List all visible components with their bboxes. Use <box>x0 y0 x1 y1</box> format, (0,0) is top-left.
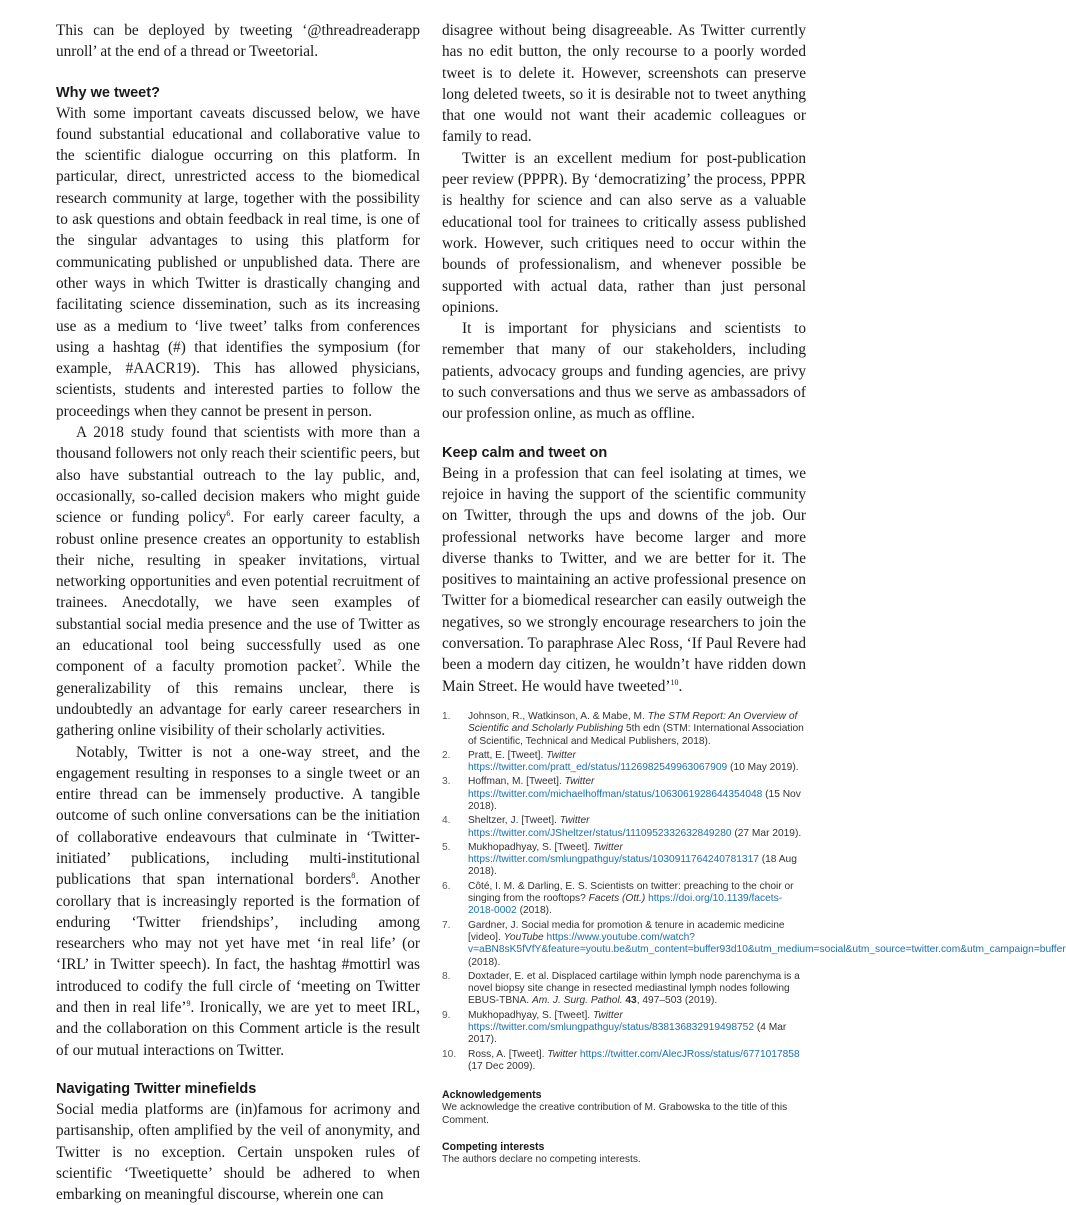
reference-source: Am. J. Surg. Pathol. <box>531 995 623 1007</box>
right-column <box>442 20 1066 1166</box>
reference-authors: Sheltzer, J. [Tweet]. <box>468 815 560 827</box>
reference-number: 6. <box>442 880 451 892</box>
text-run: . Another corollary that is increasingly reported is the formation of enduring ‘Twitter friendships’, including among researchers who may not yet have met ‘in real life’ (or ‘IRL’ in Twitter speech). In fact, the hashtag #mottirl was introduced to codify the full circle of ‘meeting on Twitter and then in real life’ <box>56 871 420 1017</box>
reference-number: 8. <box>442 970 451 982</box>
reference-source: Twitter <box>592 841 623 853</box>
reference-link[interactable]: https://twitter.com/michaelhoffman/status/1063061928644354048 <box>468 788 763 800</box>
reference-details: (17 Dec 2009). <box>468 1060 536 1072</box>
reference-link[interactable]: https://twitter.com/JSheltzer/status/1110952332632849280 <box>468 827 732 839</box>
reference-authors: Pratt, E. [Tweet]. <box>468 749 547 761</box>
text-run: . For early career faculty, a robust online presence creates an opportunity to establish their niche, resulting in speaker invitations, virtual networking opportunities and even potential recruitment of trainees. Anecdotally, we have seen examples of substantial social media presence and the use of Twitter as an educational tool being successfully used as one component of a faculty promotion packet <box>56 509 420 676</box>
reference-link[interactable]: https://twitter.com/smlungpathguy/status/838136832919498752 <box>468 1022 755 1034</box>
reference-number: 9. <box>442 1009 451 1021</box>
reference-authors: Ross, A. [Tweet]. <box>468 1048 548 1060</box>
competing-interests-text: The authors declare no competing interests. <box>442 1153 641 1165</box>
reference-details: (10 May 2019). <box>727 762 799 774</box>
reference-link[interactable]: https://doi.org/10.1139/facets-2018-0002 <box>468 893 783 917</box>
reference-source: Twitter <box>592 1009 623 1021</box>
reference-details: (2018). <box>516 905 552 917</box>
reference-number: 3. <box>442 776 451 788</box>
paragraph-why-2 <box>56 422 420 741</box>
acknowledgements-heading: Acknowledgements <box>442 1089 542 1102</box>
reference-source: Twitter <box>546 749 576 761</box>
reference-details: (15 Nov 2018). <box>468 788 801 812</box>
reference-item <box>442 750 806 775</box>
citation-sup: 6 <box>226 509 231 519</box>
text-run: . Ironically, we are yet to meet IRL, and the collaboration on this Comment article is the result of our mutual interactions on Twitter. <box>56 999 420 1059</box>
reference-authors: Gardner, J. Social media for promotion & tenure in academic medicine [video]. <box>468 919 785 943</box>
text-run: Being in a profession that can feel isolating at times, we rejoice in having the support of the scientific community on Twitter, through the ups and downs of the job. Our professional networks have become larger and more diverse thanks to Twitter, and we are better for it. The positives to maintaining an active professional presence on Twitter for a biomedical researcher can easily outweigh the negatives, so we strongly encourage researchers to join the conversation. To paraphrase Alec Ross, ‘If Paul Revere had been a modern day citizen, he wouldn’t have ridden down Main Street. He would have tweeted’ <box>442 464 806 695</box>
reference-number: 2. <box>442 749 451 761</box>
reference-item <box>442 776 806 813</box>
reference-source: Twitter <box>559 815 590 827</box>
text-run: . <box>678 677 683 695</box>
reference-authors: Mukhopadhyay, S. [Tweet]. <box>468 841 593 853</box>
text-run: Notably, Twitter is not a one-way street, and the engagement resulting in responses to a single tweet or an entire thread can be immensely productive. A tangible outcome of such online conversations can be the initiation of collaborative endeavours that culminate in ‘Twitter-initiated’ publications, including multi-institutional publications that span international borders <box>56 743 420 889</box>
paragraph-pppr: Twitter is an excellent medium for post-publication peer review (PPPR). By ‘democratizing’ the process, PPPR is healthy for science and can also serve as a valuable educational tool for trainees to critically assess published work. However, such critiques need to occur within the bounds of professionalism, and whenever possible be supported with actual data, rather than just personal opinions. <box>442 149 806 316</box>
reference-item <box>442 815 806 840</box>
paragraph-why-1: With some important caveats discussed below, we have found substantial educational and collaborative value to the scientific dialogue occurring on this platform. In particular, direct, unrestricted access to the biomedical research community at large, together with the possibility to ask questions and obtain feedback in real time, is one of the singular advantages to using this platform for communicating published or unpublished data. There are other ways in which Twitter is drastically changing and facilitating science dissemination, such as its increasing use as a medium to ‘live tweet’ talks from conferences using a hashtag (#) that identifies the symposium (for example, #AACR19). This has allowed physicians, scientists, students and interested parties to follow the proceedings when they cannot be present in person. <box>56 104 420 420</box>
citation-sup: 10 <box>670 677 679 687</box>
right-body <box>442 20 806 697</box>
paragraph-why-3 <box>56 742 420 1061</box>
reference-details: (2018). <box>468 956 501 968</box>
reference-link[interactable]: https://twitter.com/AlecJRoss/status/6771017858 <box>577 1048 800 1060</box>
reference-details: 5th edn (STM: International Association of Scientific, Technical and Medical Publishers, 2018). <box>468 723 804 747</box>
reference-authors: Johnson, R., Watkinson, A. & Mabe, M. <box>468 710 648 722</box>
reference-list <box>442 710 1066 1073</box>
reference-link[interactable]: https://twitter.com/pratt_ed/status/1126982549963067909 <box>468 762 728 774</box>
heading-keep-calm: Keep calm and tweet on <box>442 444 608 461</box>
left-column <box>56 20 420 1205</box>
heading-why-we-tweet: Why we tweet? <box>56 84 160 101</box>
reference-source: Facets (Ott.) <box>588 893 646 905</box>
text-run: . While the generalizability of this remains unclear, there is undoubtedly an advantage for early career researchers in gathering online visibility of their scholarly activities. <box>56 658 420 740</box>
citation-sup: 8 <box>351 871 356 881</box>
reference-source: Twitter <box>547 1048 578 1060</box>
citation-sup: 9 <box>186 998 191 1008</box>
reference-authors: Côté, I. M. & Darling, E. S. Scientists on twitter: preaching to the choir or singing from the rooftops? <box>468 880 794 905</box>
reference-item <box>442 1010 806 1047</box>
reference-details: , 497–503 (2019). <box>636 995 718 1007</box>
competing-interests-heading: Competing interests <box>442 1140 545 1153</box>
reference-number: 4. <box>442 815 451 827</box>
reference-details: (18 Aug 2018). <box>468 854 797 878</box>
reference-volume: 43 <box>622 995 637 1007</box>
citation-sup: 7 <box>337 658 342 668</box>
reference-number: 10. <box>442 1048 457 1060</box>
text-run: A 2018 study found that scientists with more than a thousand followers not only reach their scientific peers, but also have substantial outreach to the lay public, and, occasionally, so-called decision makers who might guide science or funding policy <box>56 424 420 527</box>
paragraph-keep-calm <box>442 463 806 697</box>
reference-item <box>442 711 806 748</box>
reference-source: The STM Report: An Overview of Scientific and Scholarly Publishing <box>468 710 798 735</box>
reference-details: (4 Mar 2017). <box>468 1022 787 1046</box>
reference-item <box>442 919 1066 969</box>
reference-item <box>442 881 806 918</box>
paragraph-navigating: Social media platforms are (in)famous for acrimony and partisanship, often amplified by the veil of anonymity, and Twitter is no exception. Certain unspoken rules of scientific ‘Tweetiquette’ should be adhered to when embarking on meaningful discourse, wherein one can <box>56 1100 420 1204</box>
reference-source: YouTube <box>503 931 544 943</box>
paragraph-intro: This can be deployed by tweeting ‘@threadreaderapp unroll’ at the end of a thread or Tweetorial. <box>56 22 420 61</box>
reference-number: 1. <box>442 710 451 722</box>
acknowledgements-text: We acknowledge the creative contribution of M. Grabowska to the title of this Comment. <box>442 1102 788 1126</box>
reference-link[interactable]: https://www.youtube.com/watch?v=aBN8sK5fVfY&feature=youtu.be&utm_content=buffer93d10&utm_medium=social&utm_source=twitter.com&utm_campaign=buffer <box>468 931 1066 956</box>
reference-source: Twitter <box>564 776 595 788</box>
reference-number: 7. <box>442 919 451 931</box>
reference-item <box>442 971 806 1008</box>
paragraph-navigating-cont: disagree without being disagreeable. As Twitter currently has no edit button, the only recourse to a poorly worded tweet is to delete it. However, screenshots can preserve long deleted tweets, so it is desirable not to tweet anything that one would not want their academic colleagues or family to read. <box>442 22 806 146</box>
reference-item <box>442 1049 806 1074</box>
reference-authors: Mukhopadhyay, S. [Tweet]. <box>468 1009 593 1021</box>
heading-navigating-minefields: Navigating Twitter minefields <box>56 1080 257 1097</box>
reference-item <box>442 842 806 879</box>
paragraph-ambassadors: It is important for physicians and scientists to remember that many of our stakeholders, including patients, advocacy groups and funding agencies, are privy to such conversations and thus we serve as ambassadors of our profession online, as much as offline. <box>442 320 806 423</box>
reference-number: 5. <box>442 841 451 853</box>
reference-authors: Hoffman, M. [Tweet]. <box>468 776 565 788</box>
reference-details: (27 Mar 2019). <box>731 827 802 839</box>
reference-link[interactable]: https://twitter.com/smlungpathguy/status/1030911764240781317 <box>468 854 759 866</box>
reference-authors: Doxtader, E. et al. Displaced cartilage within lymph node parenchyma is a novel biopsy site change in resected mediastinal lymph nodes following EBUS-TBNA. <box>468 970 800 1007</box>
